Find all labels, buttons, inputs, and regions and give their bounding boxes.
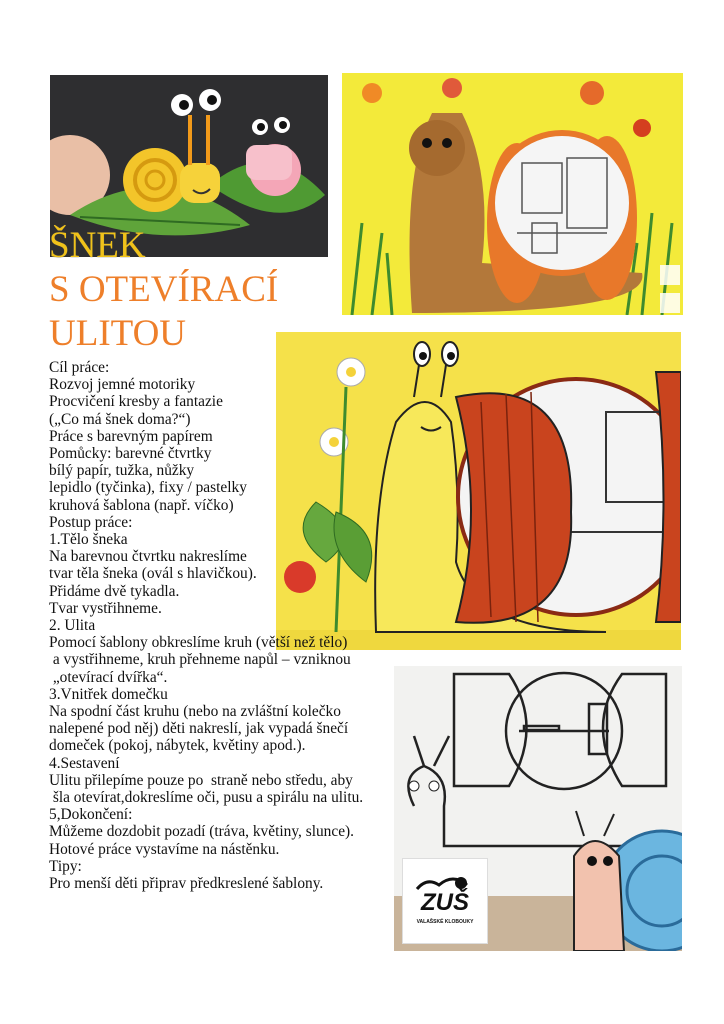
text-line: Můžeme dozdobit pozadí (tráva, květiny, slunce). — [49, 823, 355, 841]
logo-text: ZUŠ — [421, 889, 469, 916]
text-line: Pomůcky: barevné čtvrtky — [49, 445, 212, 463]
text-line: 3.Vnitřek domečku — [49, 685, 168, 703]
text-line: Tvar vystřihneme. — [49, 599, 162, 617]
text-line: Cíl práce: — [49, 359, 110, 376]
text-line: nalepené pod něj) děti nakreslí, jak vypadá šnečí — [49, 720, 349, 738]
text-line: „otevírací dvířka“. — [49, 668, 168, 686]
text-line: Hotové práce vystavíme na nástěnku. — [49, 840, 280, 858]
text-line: 1.Tělo šneka — [49, 531, 128, 549]
text-line: šla otevírat,dokreslíme oči, pusu a spirálu na ulitu. — [49, 789, 364, 807]
text-line: Práce s barevným papírem — [49, 427, 213, 445]
text-line: kruhová šablona (např. víčko) — [49, 496, 234, 514]
text-line: Na barevnou čtvrtku nakreslíme — [49, 548, 247, 566]
title-line-1: ŠNEK — [49, 225, 146, 266]
instructions-text — [49, 359, 429, 892]
text-line: Tipy: — [49, 857, 82, 875]
text-line: a vystřihneme, kruh přehneme napůl – vzniknou — [49, 651, 351, 669]
text-line: Na spodní část kruhu (nebo na zvláštní kolečko — [49, 703, 341, 721]
text-line: Procvičení kresby a fantazie — [49, 393, 223, 411]
text-line: („Co má šnek doma?“) — [49, 410, 191, 428]
text-line: Pro menší děti připrav předkreslené šablony. — [49, 875, 324, 893]
text-line: Pomocí šablony obkreslíme kruh (větší než tělo) — [49, 634, 348, 652]
title-line-3: ULITOU — [49, 313, 187, 354]
text-line: domeček (pokoj, nábytek, květiny apod.). — [49, 737, 306, 755]
logo-subtext: VALAŠSKÉ KLOBOUKY — [416, 919, 474, 925]
text-line: Ulitu přilepíme pouze po straně nebo středu, aby — [49, 771, 353, 789]
text-line: 4.Sestavení — [49, 754, 120, 772]
text-line: Postup práce: — [49, 513, 133, 531]
text-line: tvar těla šneka (ovál s hlavičkou). — [49, 565, 257, 583]
text-line: Rozvoj jemné motoriky — [49, 376, 196, 394]
text-line: bílý papír, tužka, nůžky — [49, 462, 195, 480]
photo-drawn-snail-open-shell — [342, 73, 683, 315]
text-line: Přidáme dvě tykadla. — [49, 582, 180, 600]
text-line: 5,Dokončení: — [49, 806, 133, 824]
school-logo — [402, 858, 488, 944]
text-line: lepidlo (tyčinka), fixy / pastelky — [49, 479, 247, 497]
text-line: 2. Ulita — [49, 617, 96, 635]
title-line-2: S OTEVÍRACÍ — [49, 269, 279, 310]
